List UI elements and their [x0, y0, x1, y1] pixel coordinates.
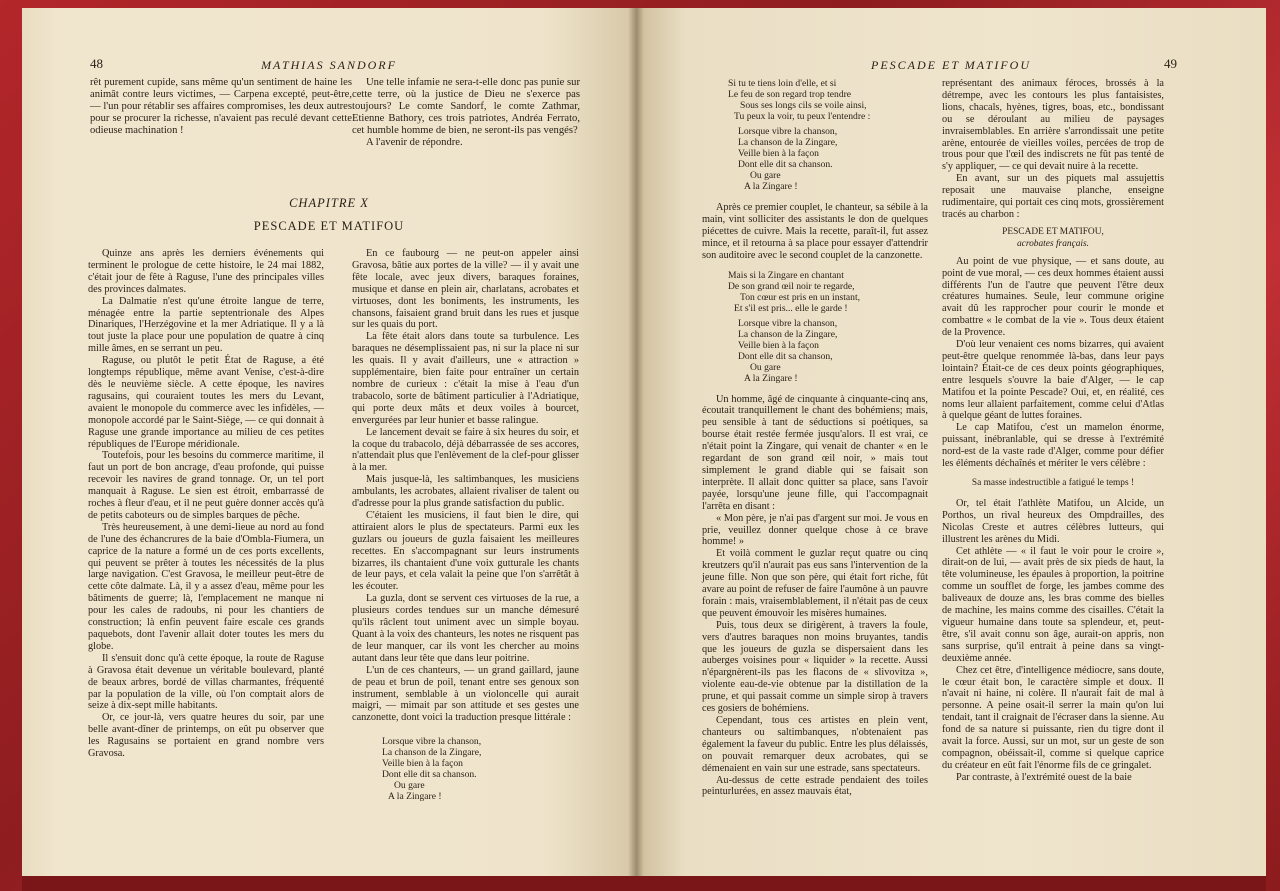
left-page — [22, 8, 636, 876]
verse-line: Lorsque vibre la chanson, — [738, 317, 838, 329]
verse-line: Ou gare — [394, 780, 425, 792]
paragraph: L'un de ces chanteurs, — un grand gaillard, jaune de peau et brun de poil, tenant entre ses genoux son instrument, semblable à un violoncelle qui aurait maigri, — mimait par son attitude et ses gestes une canzonette, dont voici la traduction presque littérale : — [352, 664, 579, 724]
paragraph: Le lancement devait se faire à six heures du soir, et la coque du trabacolo, déjà débarrassée de ses accores, n'attendait plus que l'enlèvement de la clef-pour glisser à la mer. — [352, 426, 579, 474]
paragraph: Il s'ensuit donc qu'à cette époque, la route de Raguse à Gravosa était devenue un véritable boulevard, planté de beaux arbres, bordé de villas charmantes, fréquenté par la population de la ville, où l'on comptait alors de seize à dix-sept mille habitants. — [88, 652, 324, 712]
chapter-title: PESCADE ET MATIFOU — [253, 219, 405, 233]
paragraph: Or, tel était l'athlète Matifou, un Alcide, un Porthos, un rival heureux des Ompdrailles, des Nicolas Creste et autres célèbres lutteurs, qui illustrent les arènes du Midi. — [942, 497, 1164, 545]
verse-line: Dont elle dit sa chanson. — [738, 159, 833, 170]
verse-line: La chanson de la Zingare, — [738, 328, 838, 340]
right-col2-paragraphs-2 — [942, 498, 1164, 784]
right-col2-body — [942, 78, 1164, 784]
right-page — [636, 8, 1266, 876]
paragraph: Par contraste, à l'extrémité ouest de la baie — [956, 771, 1132, 783]
paragraph: Après ce premier couplet, le chanteur, sa sébile à la main, vint solliciter des assistants le don de quelques piécettes de cuivre. Mais la recette, paraît-il, fut assez mince, et il retourna à sa place pour essayer d'attendrir son auditoire avec le second couplet de la canzonette. — [702, 202, 928, 261]
verse-line: La chanson de la Zingare, — [738, 137, 838, 148]
paragraph: En avant, sur un des piquets mal assujettis reposait une mauvaise planche, enseigne rudimentaire, qui portait ces cinq mots, grossièrement tracés au charbon : — [942, 173, 1164, 220]
paragraph: Raguse, ou plutôt le petit État de Raguse, a été longtemps république, même avant Venise, c'est-à-dire dès le neuvième siècle. A cette époque, les navires ragusains, qui couraient toutes les mers du Levant, avaient le monopole du commerce avec les infidèles, — monopole accordé par le Saint-Siège, — ce qui donnait à Raguse une grande importance au milieu de ces petites républiques de l'Europe méridionale. — [88, 355, 324, 450]
paragraph: D'où leur venaient ces noms bizarres, qui avaient peut-être quelque renommée là-bas, dans leur pays lointain? Était-ce de ces deux points géographiques, entre lesquels s'ouvre la baie d'Alger, — le cap Matifou et la pointe Pescade? Oui, et, en réalité, ces noms leur allaient parfaitement, comme celui d'Atlas à quelque géant de luttes foraines. — [942, 339, 1164, 422]
paragraph: Cet athlète — « il faut le voir pour le croire », dirait-on de lui, — avait près de six pieds de haut, la tête volumineuse, les épaules à proportion, la poitrine comme un soufflet de forge, les jambes comme des baliveaux de douze ans, les bras comme des bielles de machine, les mains comme des cisailles. C'était la vigueur humaine dans toute sa splendeur, et, peut-être, s'il avait connu son âge, aurait-on appris, non sans surprise, qu'il entrait à peine dans sa vingt-deuxième année. — [942, 545, 1164, 664]
song-verse — [728, 270, 928, 314]
right-col1-body — [702, 78, 928, 798]
sign-line: acrobates français. — [1016, 238, 1090, 249]
song-refrain — [738, 318, 928, 384]
running-head-left: MATHIAS SANDORF — [261, 58, 397, 72]
paragraph: C'étaient les musiciens, il faut bien le dire, qui attiraient alors le plus de spectateurs. Parmi eux les guzlars ou joueurs de guzla faisaient les meilleures recettes. En s'accompagnant sur leurs instruments bizarres, ils chantaient d'une voix gutturale les chants de leur pays, et cela valait la peine que l'on s'arrêtât à les écouter. — [352, 509, 579, 593]
song-refrain — [738, 126, 928, 192]
paragraph: Mais jusque-là, les saltimbanques, les musiciens ambulants, les acrobates, allaient rivaliser de talent ou d'adresse pour la plus grande satisfaction du public. — [352, 474, 579, 510]
verse-line: Ou gare — [750, 170, 781, 181]
cover-bottom-edge — [22, 876, 1266, 891]
verse-line: Lorsque vibre la chanson, — [738, 126, 838, 137]
paragraph: Chez cet être, d'intelligence médiocre, sans doute, le cœur était bon, le caractère simple et doux. Il n'avait ni haine, ni colère. Il n'aurait fait de mal à personne. A peine osait-il serrer la main qu'on lui tendait, tant il craignait de l'écraser dans la sienne. Au fond de sa nature si puissante, rien du tigre dont il avait la force. Aussi, sur un mot, sur un geste de son compagnon, obéissait-il, comme si quelque caprice du créateur en eût fait l'énorme fils de ce gringalet. — [942, 664, 1164, 771]
paragraph: « Mon père, je n'ai pas d'argent sur moi. Je vous en prie, veuillez donner quelque chose à ce brave homme! » — [702, 512, 928, 548]
paragraph: Et voilà comment le guzlar reçut quatre ou cinq kreutzers qu'il n'aurait pas eus sans l'intervention de la jeune fille. Non que son père, qui était fort riche, fût avare au point de refuser de faire l'aumône à un pauvre forain : mais, vraisemblablement, il n'était pas de ceux que peuvent émouvoir les misères humaines. — [702, 548, 928, 619]
page-number-right: 49 — [1164, 56, 1177, 71]
verse-line: Veille bien à la façon — [738, 148, 819, 159]
paragraph: La guzla, dont se servent ces virtuoses de la rue, a plusieurs cordes tendues sur un manche démesuré qu'ils râclent tout uniment avec un simple boyau. Quant à la voix des chanteurs, les notes ne risquent pas de leur manquer, car ils vont les chercher au moins autant dans leur tête que dans leur poitrine. — [352, 593, 579, 664]
paragraph: rêt purement cupide, sans même qu'un sentiment de haine les animât contre leurs victimes, — Carpena excepté, peut-être, — l'un pour rétablir ses affaires compromises, les deux autres pour se procurer la richesse, n'avaient pas reculé devant cette odieuse machination ! — [90, 77, 352, 137]
verse-line: Le feu de son regard trop tendre — [728, 89, 852, 100]
left-col2-top — [352, 77, 580, 150]
paragraph: Au point de vue physique, — et sans doute, au point de vue moral, — ces deux hommes étaient aussi différents l'un de l'autre que peuvent l'être deux créatures humaines. Seule, leur commune origine avait dû les rapprocher pour courir le monde et combattre « le combat de la vie ». Tous deux étaient de la Provence. — [942, 255, 1164, 339]
paragraph: A l'avenir de répondre. — [366, 137, 463, 149]
paragraph: Très heureusement, à une demi-lieue au nord au fond de l'une des échancrures de la baie d'Ombla-Fiumera, un caprice de la nature a formé un de ces ports excellents, qui peuvent se prêter à toutes les nécessités de la plus large navigation. C'est Gravosa, le meilleur peut-être de cette côte dalmate. Là, il y a assez d'eau, même pour les bâtiments de guerre; là, l'emplacement ne manque ni pour les cales de radoubs, ni pour les chantiers de construction; là enfin peuvent faire escale ces grands paquebots, dont l'avenir allait doter toutes les mers du globe. — [88, 521, 324, 652]
paragraph: La Dalmatie n'est qu'une étroite langue de terre, ménagée entre la partie septentrionale des Alpes Dinariques, l'Herzégovine et la mer Adriatique. Il y a là tout juste la place pour une population de quatre à cinq mille âmes, en se serrant un peu. — [88, 295, 324, 355]
chapter-label: CHAPITRE X — [289, 196, 369, 210]
book-gutter — [628, 8, 644, 876]
paragraph: Le cap Matifou, c'est un mamelon énorme, puissant, inébranlable, qui se dresse à l'extrémité nord-est de la vaste rade d'Alger, comme pour défier les éléments déchaînés et mériter le vers célèbre : — [942, 422, 1164, 470]
song-verse — [382, 736, 579, 802]
verse-line: Et s'il est pris... elle le garde ! — [734, 302, 848, 314]
left-col2-paragraphs — [352, 248, 579, 724]
quoted-verse: Sa masse indestructible a fatigué le temps ! — [971, 478, 1135, 488]
verse-line: Mais si la Zingare en chantant — [728, 269, 844, 281]
paragraph: Une telle infamie ne sera-t-elle donc pas punie sur cette terre, où la justice de Dieu ne s'exerce pas toujours? Le comte Sandorf, le comte Zathmar, Etienne Bathory, ces trois patriotes, Andréa Ferrato, cet humble homme de bien, ne seront-ils pas vengés? — [352, 77, 580, 137]
song-verse — [728, 78, 928, 122]
verse-line: Veille bien à la façon — [382, 758, 463, 770]
sign-line: PESCADE ET MATIFOU, — [1002, 226, 1104, 237]
verse-line: Dont elle dit sa chanson, — [738, 350, 833, 362]
paragraph: La fête était alors dans toute sa turbulence. Les baraques ne désemplissaient pas, ni sur la place ni sur les quais. Il y avait d'ailleurs, une « attraction » supplémentaire, bien faite pour entraîner un certain nombre de curieux : c'était la mise à l'eau d'un trabacolo, sorte de bâtiment particulier à l'Adriatique, qui porte deux mâts et deux voiles à bourcet, envergurées par leur hunier et basse ralingue. — [352, 331, 579, 426]
page-number-left: 48 — [90, 56, 103, 71]
verse-line: La chanson de la Zingare, — [382, 747, 482, 759]
paragraph: Un homme, âgé de cinquante à cinquante-cinq ans, écoutait tranquillement le chant des bohémiens; mais, peu sensible à tant de séductions si poétiques, sa bourse était restée fermée jusqu'alors. Il est vrai, ce n'était point la Zingare, qui venait de chanter « en le regardant de son grand œil noir, » mais tout simplement le grand diable qui se faisait son interprète. Il allait donc quitter sa place, sans l'avoir payée, lorsqu'une jeune fille, qui l'accompagnait l'arrêta en disant : — [702, 393, 928, 512]
verse-line: Sous ses longs cils se voile ainsi, — [740, 100, 867, 111]
right-col2-paragraphs — [942, 256, 1164, 470]
running-head-right: PESCADE ET MATIFOU — [871, 58, 1031, 72]
paragraph: Quinze ans après les derniers événements qui terminent le prologue de cette histoire, le 24 mai 1882, c'était jour de fête à Raguse, l'une des principales villes des provinces dalmates. — [88, 248, 324, 295]
sign-text — [942, 227, 1164, 251]
paragraph: En ce faubourg — ne peut-on appeler ainsi Gravosa, bâtie aux portes de la ville? — il y avait une fête locale, avec jeux divers, baraques foraines, musique et danse en plein air, charlatans, acrobates et virtuoses, dont les boniments, les instruments, les chansons, faisaient grand bruit dans les rues et jusque sur les quais du port. — [352, 248, 579, 331]
verse-line: Tu peux la voir, tu peux l'entendre : — [734, 111, 871, 122]
right-col1-paragraphs — [702, 394, 928, 799]
verse-line: De son grand œil noir te regarde, — [728, 280, 855, 292]
verse-line: Veille bien à la façon — [738, 339, 819, 351]
verse-line: Ton cœur est pris en un instant, — [740, 291, 861, 303]
paragraph: Au-dessus de cette estrade pendaient des toiles peinturlurées, en assez mauvais état, — [702, 774, 928, 798]
verse-line: A la Zingare ! — [744, 181, 798, 192]
left-col1-top — [90, 77, 352, 137]
verse-line: Lorsque vibre la chanson, — [382, 736, 482, 748]
paragraph: Or, ce jour-là, vers quatre heures du soir, par une belle avant-dîner de printemps, on eût pu observer que les Ragusains se portaient en grand nombre vers Gravosa. — [88, 712, 324, 760]
verse-line: Dont elle dit sa chanson. — [382, 769, 477, 781]
verse-line: Si tu te tiens loin d'elle, et si — [728, 78, 837, 89]
verse-line: A la Zingare ! — [744, 372, 798, 384]
paragraph: Cependant, tous ces artistes en plein vent, chanteurs ou saltimbanques, n'obtenaient pas également la faveur du public. Entre les plus délaissés, on pouvait remarquer deux acrobates, qui se démenaient en vain sur une estrade, sans spectateurs. — [702, 715, 928, 774]
paragraph: représentant des animaux féroces, brossés à la détrempe, avec les contours les plus fantaisistes, lions, chacals, hyènes, tigres, boas, etc., bondissant ou se déroulant au milieu de paysages invraisemblables. En arrière s'arrondissait une petite arène, entourée de vieilles voiles, percées de trop de trous pour que l'œil des indiscrets ne fût pas tenté de s'y appliquer, — ce qui devait nuire à la recette. — [942, 78, 1164, 173]
verse-line: Ou gare — [750, 361, 781, 373]
left-col2-body — [352, 248, 579, 806]
paragraph: Toutefois, pour les besoins du commerce maritime, il faut un port de bon ancrage, d'eau profonde, qui puisse recevoir les navires de grand tonnage. Or, un tel port manquait à Raguse. Le sien est étroit, embarrassé de roches à fleur d'eau, et il ne peut guère donner accès qu'à de petits caboteurs ou de simples barques de pêche. — [88, 450, 324, 521]
paragraph: Puis, tous deux se dirigèrent, à travers la foule, vers d'autres baraques non moins bruyantes, tandis que les joueurs de guzla se dispersaient dans les auberges voisines pour « liquider » la recette. Aussi n'épargnèrent-ils pas les flacons de « slivovitza », violente eau-de-vie obtenue par la distillation de la prune, et qui passait comme un simple sirop à travers ces gosiers de bohémiens. — [702, 619, 928, 715]
left-col1-body — [88, 248, 324, 760]
verse-line: A la Zingare ! — [388, 791, 442, 803]
